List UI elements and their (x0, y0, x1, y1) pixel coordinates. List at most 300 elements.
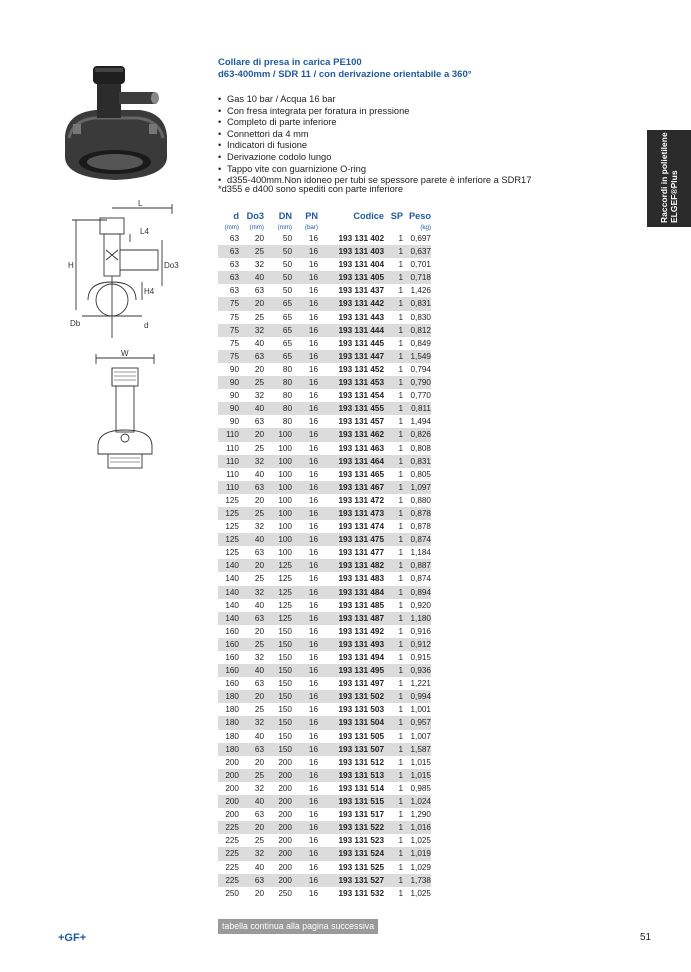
cell-codice: 193 131 455 (318, 402, 384, 415)
cell-d: 125 (225, 495, 239, 505)
cell-pn: 16 (308, 679, 318, 689)
cell-d: 225 (225, 862, 239, 872)
continued-notice: tabella continua alla pagina successiva (218, 919, 378, 934)
cell-pn: 16 (308, 836, 318, 846)
cell-do3: 32 (254, 653, 264, 662)
cell-peso: 1,290 (410, 810, 431, 820)
cell-sp: 1 (398, 888, 403, 898)
feature-item: • Derivazione codolo lungo (218, 152, 598, 164)
cell-dn: 100 (264, 507, 292, 520)
cell-pn: 16 (308, 495, 318, 505)
unit-peso: (kg) (420, 224, 431, 231)
cell-d: 200 (218, 795, 239, 808)
unit-pn: (bar) (304, 224, 318, 231)
cell-d: 200 (225, 810, 239, 820)
cell-d: 63 (229, 234, 239, 243)
col-do3: Do3 (246, 211, 264, 221)
cell-sp: 1 (384, 847, 403, 860)
cell-do3: 20 (239, 297, 264, 310)
cell-dn: 200 (278, 810, 292, 820)
cell-codice: 193 131 482 (318, 559, 384, 572)
cell-peso: 0,880 (410, 495, 431, 505)
cell-dn: 150 (264, 664, 292, 677)
cell-peso: 1,549 (403, 350, 431, 363)
section-side-tab (647, 130, 691, 227)
cell-d: 110 (218, 428, 239, 441)
cell-dn: 125 (264, 559, 292, 572)
cell-codice: 193 131 512 (338, 757, 384, 767)
cell-d: 200 (225, 757, 239, 767)
cell-peso: 1,015 (410, 757, 431, 767)
cell-pn: 16 (292, 245, 318, 258)
cell-do3: 40 (239, 795, 264, 808)
table-row (218, 808, 431, 821)
cell-sp: 1 (384, 245, 403, 258)
table-row (218, 651, 431, 664)
cell-dn: 80 (282, 391, 292, 401)
cell-dn: 100 (278, 495, 292, 505)
cell-codice: 193 131 485 (338, 600, 384, 610)
table-row (218, 297, 431, 310)
cell-d: 90 (229, 391, 239, 401)
cell-dn: 200 (264, 769, 292, 782)
cell-peso: 0,894 (403, 586, 431, 599)
table-row (218, 743, 431, 756)
table-row (218, 599, 431, 612)
cell-dn: 100 (278, 548, 292, 558)
cell-d: 75 (218, 324, 239, 337)
cell-peso: 1,025 (410, 888, 431, 898)
cell-pn: 16 (292, 612, 318, 625)
cell-sp: 1 (384, 297, 403, 310)
cell-pn: 16 (292, 271, 318, 284)
cell-d: 63 (229, 260, 239, 270)
cell-dn: 250 (278, 888, 292, 898)
table-row (218, 389, 431, 402)
cell-sp: 1 (384, 481, 403, 494)
cell-d: 125 (225, 548, 239, 558)
cell-do3: 20 (254, 234, 264, 243)
cell-peso: 0,874 (410, 574, 431, 584)
cell-codice: 193 131 464 (318, 455, 384, 468)
cell-dn: 150 (264, 743, 292, 756)
cell-pn: 16 (308, 364, 318, 374)
cell-peso: 0,985 (410, 783, 431, 793)
dimension-drawing-side (62, 198, 179, 340)
table-row (218, 455, 431, 468)
cell-pn: 16 (308, 653, 318, 662)
cell-dn: 100 (278, 469, 292, 479)
cell-d: 75 (218, 297, 239, 310)
cell-pn: 16 (292, 821, 318, 834)
table-row (218, 586, 431, 599)
cell-sp: 1 (398, 626, 403, 636)
cell-do3: 25 (239, 769, 264, 782)
table-row (218, 834, 431, 847)
cell-d: 200 (225, 783, 239, 793)
cell-codice: 193 131 504 (318, 716, 384, 729)
cell-pn: 16 (308, 469, 318, 479)
cell-sp: 1 (398, 522, 403, 532)
cell-sp: 1 (384, 769, 403, 782)
cell-pn: 16 (292, 428, 318, 441)
cell-codice: 193 131 462 (318, 428, 384, 441)
cell-peso: 1,019 (403, 847, 431, 860)
cell-sp: 1 (398, 469, 403, 479)
cell-dn: 200 (264, 821, 292, 834)
cell-codice: 193 131 494 (338, 653, 384, 662)
cell-sp: 1 (398, 286, 403, 296)
cell-dn: 50 (282, 260, 292, 270)
cell-dn: 150 (278, 626, 292, 636)
cell-do3: 63 (239, 350, 264, 363)
cell-do3: 63 (254, 548, 264, 558)
col-codice: Codice (353, 211, 384, 221)
cell-codice: 193 131 522 (318, 821, 384, 834)
cell-sp: 1 (384, 350, 403, 363)
cell-pn: 16 (308, 705, 318, 715)
cell-pn: 16 (292, 795, 318, 808)
cell-d: 225 (218, 821, 239, 834)
cell-peso: 0,874 (403, 533, 431, 546)
cell-pn: 16 (292, 690, 318, 703)
cell-pn: 16 (308, 548, 318, 558)
cell-dn: 125 (278, 600, 292, 610)
cell-codice: 193 131 495 (318, 664, 384, 677)
cell-peso: 0,812 (403, 324, 431, 337)
cell-do3: 63 (239, 874, 264, 887)
cell-codice: 193 131 527 (318, 874, 384, 887)
cell-codice: 193 131 474 (338, 522, 384, 532)
cell-codice: 193 131 477 (338, 548, 384, 558)
cell-sp: 1 (384, 690, 403, 703)
title-line-1: Collare di presa in carica PE100 (218, 57, 362, 68)
cell-d: 160 (225, 626, 239, 636)
table-header-row (218, 209, 431, 223)
cell-dn: 200 (278, 783, 292, 793)
table-row (218, 324, 431, 337)
table-row (218, 402, 431, 415)
cell-do3: 40 (239, 402, 264, 415)
cell-codice: 193 131 513 (318, 769, 384, 782)
cell-pn: 16 (292, 533, 318, 546)
cell-codice: 193 131 493 (318, 638, 384, 651)
cell-do3: 32 (239, 324, 264, 337)
table-row (218, 258, 431, 271)
cell-sp: 1 (398, 783, 403, 793)
cell-sp: 1 (384, 638, 403, 651)
cell-do3: 20 (254, 626, 264, 636)
table-row (218, 690, 431, 703)
cell-codice: 193 131 443 (338, 312, 384, 322)
table-row (218, 638, 431, 651)
cell-d: 160 (225, 653, 239, 662)
cell-peso: 1,587 (403, 743, 431, 756)
cell-dn: 50 (264, 271, 292, 284)
cell-codice: 193 131 514 (338, 783, 384, 793)
table-row (218, 232, 431, 245)
cell-peso: 1,025 (410, 836, 431, 846)
table-row (218, 782, 431, 795)
cell-d: 110 (225, 443, 239, 453)
cell-dn: 50 (282, 234, 292, 243)
table-units-row (218, 223, 431, 232)
cell-d: 160 (218, 664, 239, 677)
cell-d: 90 (218, 376, 239, 389)
cell-do3: 32 (239, 847, 264, 860)
cell-pn: 16 (308, 443, 318, 453)
cell-do3: 32 (239, 586, 264, 599)
cell-sp: 1 (384, 743, 403, 756)
cell-dn: 80 (264, 402, 292, 415)
dim-label-d: d (144, 321, 149, 330)
cell-pn: 16 (292, 743, 318, 756)
table-row (218, 337, 431, 350)
cell-do3: 32 (239, 716, 264, 729)
cell-dn: 65 (264, 324, 292, 337)
cell-d: 90 (218, 402, 239, 415)
cell-d: 63 (218, 271, 239, 284)
cell-do3: 25 (239, 376, 264, 389)
col-dn: DN (278, 211, 292, 221)
cell-pn: 16 (292, 874, 318, 887)
cell-sp: 1 (398, 364, 403, 374)
cell-codice: 193 131 517 (338, 810, 384, 820)
cell-dn: 200 (264, 795, 292, 808)
table-body (218, 232, 431, 900)
cell-codice: 193 131 484 (318, 586, 384, 599)
cell-codice: 193 131 523 (338, 836, 384, 846)
cell-d: 75 (229, 338, 239, 348)
cell-d: 225 (218, 874, 239, 887)
dim-label-h4: H4 (144, 287, 155, 296)
cell-peso: 0,912 (403, 638, 431, 651)
cell-pn: 16 (308, 731, 318, 741)
cell-codice: 193 131 487 (318, 612, 384, 625)
table-row (218, 533, 431, 546)
cell-dn: 150 (264, 716, 292, 729)
col-peso: Peso (409, 211, 431, 221)
cell-d: 180 (218, 743, 239, 756)
cell-do3: 32 (254, 260, 264, 270)
table-row (218, 612, 431, 625)
cell-pn: 16 (292, 638, 318, 651)
feature-item: • Connettori da 4 mm (218, 129, 598, 141)
table-row (218, 716, 431, 729)
cell-peso: 0,878 (410, 522, 431, 532)
cell-peso: 0,831 (403, 297, 431, 310)
feature-item: • Indicatori di fusione (218, 140, 598, 152)
cell-codice: 193 131 402 (338, 234, 384, 243)
cell-peso: 0,805 (410, 469, 431, 479)
cell-pn: 16 (292, 324, 318, 337)
cell-sp: 1 (398, 548, 403, 558)
cell-do3: 25 (239, 507, 264, 520)
table-row (218, 887, 431, 900)
table-row (218, 730, 431, 743)
cell-codice: 193 131 475 (318, 533, 384, 546)
table-row (218, 311, 431, 324)
dim-label-do3: Do3 (164, 261, 179, 270)
table-row (218, 481, 431, 494)
cell-pn: 16 (292, 507, 318, 520)
cell-peso: 0,790 (403, 376, 431, 389)
cell-sp: 1 (398, 600, 403, 610)
table-row (218, 769, 431, 782)
cell-do3: 63 (254, 286, 264, 296)
gf-logo: +GF+ (58, 932, 87, 944)
cell-do3: 20 (239, 821, 264, 834)
table-row (218, 284, 431, 297)
cell-d: 140 (225, 574, 239, 584)
table-row (218, 795, 431, 808)
unit-do3: (mm) (249, 224, 264, 231)
cell-do3: 32 (254, 391, 264, 401)
cell-do3: 20 (254, 495, 264, 505)
table-row (218, 625, 431, 638)
cell-peso: 1,426 (410, 286, 431, 296)
cell-sp: 1 (384, 612, 403, 625)
cell-do3: 20 (239, 690, 264, 703)
cell-dn: 100 (264, 455, 292, 468)
cell-peso: 0,831 (403, 455, 431, 468)
feature-item: • Completo di parte inferiore (218, 117, 598, 129)
table-row (218, 350, 431, 363)
cell-do3: 25 (254, 836, 264, 846)
cell-codice: 193 131 505 (338, 731, 384, 741)
cell-sp: 1 (384, 821, 403, 834)
cell-do3: 63 (254, 417, 264, 427)
cell-codice: 193 131 453 (318, 376, 384, 389)
cell-pn: 16 (292, 716, 318, 729)
cell-d: 140 (218, 612, 239, 625)
cell-dn: 100 (278, 522, 292, 532)
cell-sp: 1 (398, 653, 403, 662)
table-row (218, 245, 431, 258)
cell-dn: 65 (264, 297, 292, 310)
cell-pn: 16 (308, 338, 318, 348)
page-number: 51 (640, 932, 652, 943)
cell-d: 140 (218, 559, 239, 572)
table-row (218, 572, 431, 585)
cell-sp: 1 (398, 731, 403, 741)
table-row (218, 415, 431, 428)
cell-pn: 16 (308, 260, 318, 270)
cell-dn: 100 (278, 443, 292, 453)
cell-pn: 16 (308, 810, 318, 820)
cell-codice: 193 131 497 (338, 679, 384, 689)
cell-do3: 63 (254, 679, 264, 689)
cell-codice: 193 131 483 (338, 574, 384, 584)
col-pn: PN (305, 211, 318, 221)
table-row (218, 494, 431, 507)
cell-dn: 200 (264, 847, 292, 860)
cell-dn: 150 (278, 679, 292, 689)
cell-dn: 200 (278, 757, 292, 767)
cell-d: 90 (229, 364, 239, 374)
cell-sp: 1 (398, 679, 403, 689)
dim-label-l4: L4 (140, 227, 149, 236)
cell-sp: 1 (384, 402, 403, 415)
cell-sp: 1 (398, 417, 403, 427)
cell-sp: 1 (384, 874, 403, 887)
cell-dn: 150 (264, 690, 292, 703)
cell-peso: 0,830 (410, 312, 431, 322)
cell-dn: 50 (264, 245, 292, 258)
cell-codice: 193 131 472 (338, 495, 384, 505)
product-photo (55, 58, 180, 188)
cell-codice: 193 131 442 (318, 297, 384, 310)
cell-dn: 125 (264, 612, 292, 625)
cell-d: 110 (218, 481, 239, 494)
cell-peso: 0,915 (410, 653, 431, 662)
table-row (218, 271, 431, 284)
table-row (218, 507, 431, 520)
cell-peso: 0,811 (403, 402, 431, 415)
cell-sp: 1 (398, 757, 403, 767)
cell-codice: 193 131 463 (338, 443, 384, 453)
cell-d: 160 (218, 638, 239, 651)
cell-sp: 1 (384, 428, 403, 441)
cell-dn: 150 (278, 731, 292, 741)
cell-sp: 1 (384, 664, 403, 677)
cell-peso: 1,024 (403, 795, 431, 808)
cell-sp: 1 (384, 271, 403, 284)
table-row (218, 442, 431, 455)
table-row (218, 847, 431, 860)
cell-peso: 0,916 (410, 626, 431, 636)
cell-do3: 25 (254, 705, 264, 715)
cell-do3: 20 (254, 364, 264, 374)
feature-list (218, 94, 598, 187)
cell-codice: 193 131 473 (318, 507, 384, 520)
table-row (218, 861, 431, 874)
cell-peso: 1,007 (410, 731, 431, 741)
cell-sp: 1 (398, 260, 403, 270)
unit-d: (mm) (224, 224, 239, 231)
cell-pn: 16 (292, 350, 318, 363)
cell-do3: 63 (239, 612, 264, 625)
cell-peso: 0,957 (403, 716, 431, 729)
cell-d: 180 (218, 690, 239, 703)
cell-sp: 1 (398, 574, 403, 584)
cell-sp: 1 (398, 391, 403, 401)
cell-do3: 40 (254, 469, 264, 479)
cell-do3: 40 (239, 271, 264, 284)
cell-codice: 193 131 452 (338, 364, 384, 374)
cell-d: 200 (218, 769, 239, 782)
cell-do3: 63 (239, 743, 264, 756)
cell-codice: 193 131 492 (338, 626, 384, 636)
table-row (218, 546, 431, 559)
cell-d: 225 (218, 847, 239, 860)
table-row (218, 559, 431, 572)
cell-do3: 20 (239, 428, 264, 441)
cell-codice: 193 131 403 (318, 245, 384, 258)
cell-peso: 1,001 (410, 705, 431, 715)
cell-pn: 16 (292, 402, 318, 415)
unit-sp (384, 223, 403, 232)
cell-sp: 1 (398, 443, 403, 453)
cell-sp: 1 (384, 455, 403, 468)
cell-sp: 1 (398, 862, 403, 872)
cell-sp: 1 (398, 836, 403, 846)
cell-peso: 0,936 (403, 664, 431, 677)
col-d: d (233, 211, 239, 221)
cell-peso: 1,180 (403, 612, 431, 625)
table-row (218, 703, 431, 716)
cell-codice: 193 131 454 (338, 391, 384, 401)
